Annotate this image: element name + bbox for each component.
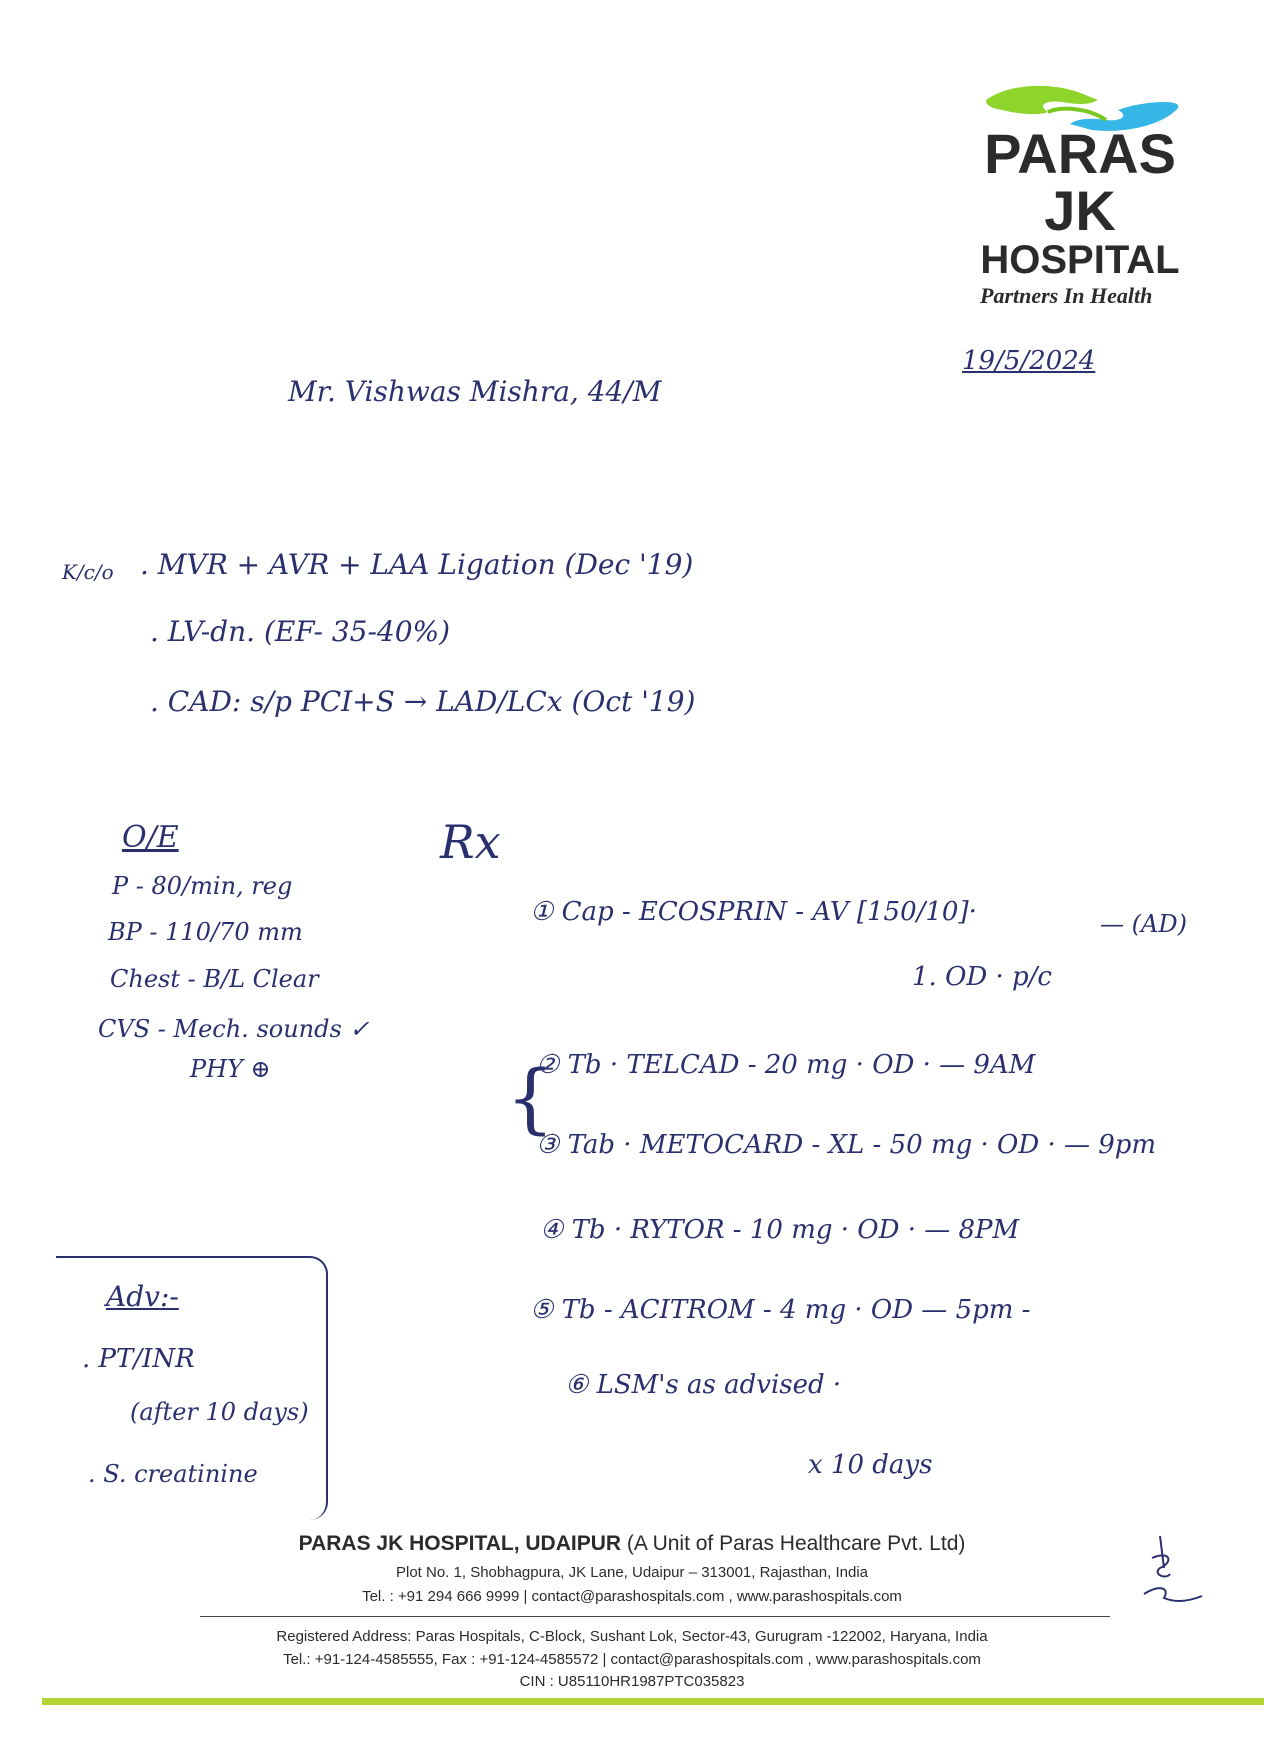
history-line: . MVR + AVR + LAA Ligation (Dec '19) <box>140 548 694 581</box>
medication-line: ① Cap - ECOSPRIN - AV [150/10]· <box>530 897 977 927</box>
exam-title: O/E <box>122 820 179 855</box>
medication-side-note: — (AD) <box>1100 910 1187 938</box>
footer-contact: Tel. : +91 294 666 9999 | contact@parashospitals.com , www.parashospitals.com <box>362 1588 902 1605</box>
logo-tagline: Partners In Health <box>980 283 1153 308</box>
logo-name-line2: JK <box>1044 179 1116 242</box>
footer-cin: CIN : U85110HR1987PTC035823 <box>519 1673 745 1690</box>
footer-hospital-line <box>0 1532 1264 1556</box>
footer-hospital-name: PARAS JK HOSPITAL, UDAIPUR <box>298 1532 622 1555</box>
advice-title: Adv:- <box>106 1280 179 1313</box>
exam-line: BP - 110/70 mm <box>108 918 303 946</box>
logo-name-line3: HOSPITAL <box>980 238 1180 282</box>
medication-line: ③ Tab · METOCARD - XL - 50 mg · OD · — 9pm <box>536 1130 1157 1160</box>
advice-line: . S. creatinine <box>88 1460 258 1488</box>
exam-line: Chest - B/L Clear <box>110 965 319 993</box>
footer-registered-address: Registered Address: Paras Hospitals, C-Block, Sushant Lok, Sector-43, Gurugram -122002, Haryana, India <box>276 1628 988 1645</box>
medication-line: ④ Tb · RYTOR - 10 mg · OD · — 8PM <box>540 1215 1020 1245</box>
medication-brace: { <box>506 1053 555 1142</box>
prescription-date: 19/5/2024 <box>962 346 1096 376</box>
logo-name-line1: PARAS <box>984 122 1176 185</box>
patient-name: Mr. Vishwas Mishra, 44/M <box>288 375 662 408</box>
medication-line: ② Tb · TELCAD - 20 mg · OD · — 9AM <box>536 1050 1036 1080</box>
history-prefix: K/c/o <box>62 560 114 584</box>
rx-symbol: Rx <box>440 815 501 869</box>
history-line: . LV-dn. (EF- 35-40%) <box>150 615 451 648</box>
medication-line: 1. OD · p/c <box>912 962 1052 992</box>
medication-line: ⑤ Tb - ACITROM - 4 mg · OD — 5pm - <box>530 1295 1031 1325</box>
footer-divider <box>200 1616 1110 1617</box>
advice-line: (after 10 days) <box>130 1398 309 1426</box>
footer-address: Plot No. 1, Shobhagpura, JK Lane, Udaipur – 313001, Rajasthan, India <box>396 1564 868 1581</box>
footer-accent-bar <box>42 1698 1264 1705</box>
medication-duration: x 10 days <box>808 1450 933 1480</box>
footer-unit: (A Unit of Paras Healthcare Pvt. Ltd) <box>626 1532 966 1555</box>
exam-line: CVS - Mech. sounds ✓ <box>98 1015 370 1043</box>
history-line: . CAD: s/p PCI+S → LAD/LCx (Oct '19) <box>150 685 696 718</box>
footer-registered-contact: Tel.: +91-124-4585555, Fax : +91-124-4585572 | contact@parashospitals.com , www.parashospitals.com <box>283 1651 981 1668</box>
advice-line: . PT/INR <box>82 1344 195 1374</box>
exam-line: P - 80/min, reg <box>112 872 293 900</box>
exam-line: PHY ⊕ <box>190 1055 271 1083</box>
medication-line: ⑥ LSM's as advised · <box>565 1370 842 1400</box>
